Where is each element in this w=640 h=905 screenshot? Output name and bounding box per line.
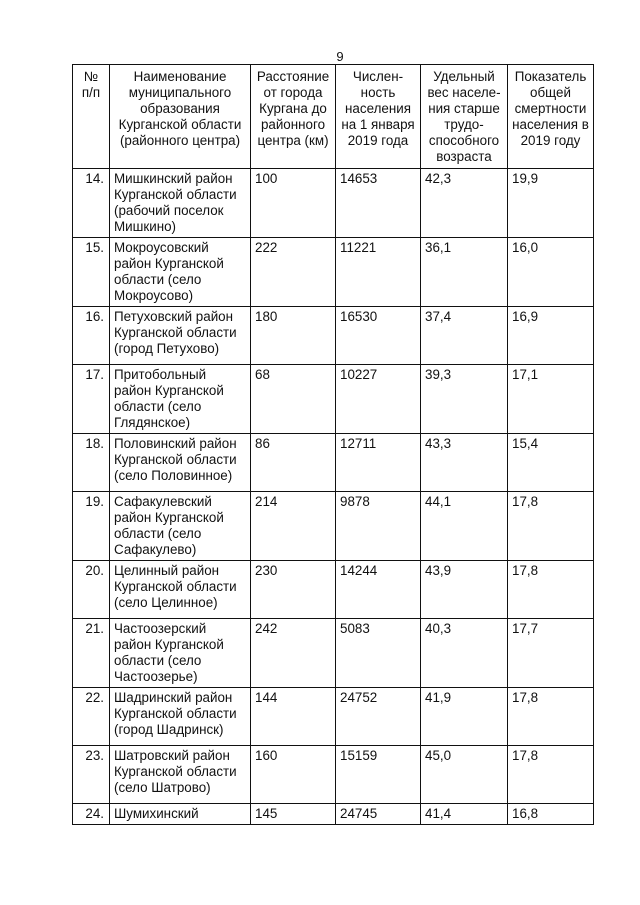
population-value: 24752	[336, 688, 421, 746]
mortality-value: 17,1	[508, 365, 594, 434]
elderly-share-value: 43,3	[421, 434, 508, 492]
table-row	[73, 746, 594, 804]
mortality-value: 15,4	[508, 434, 594, 492]
elderly-share-value: 41,4	[421, 804, 508, 825]
table-row	[73, 619, 594, 688]
mortality-value: 19,9	[508, 169, 594, 238]
row-number: 17.	[73, 365, 110, 434]
municipality-name: Шадринский район Курганской области (город Шадринск)	[110, 688, 251, 746]
elderly-share-value: 40,3	[421, 619, 508, 688]
distance-value: 144	[251, 688, 336, 746]
municipality-name: Мишкинский район Курганской области (рабочий поселок Мишкино)	[110, 169, 251, 238]
column-header-number: № п/п	[73, 65, 110, 169]
population-value: 16530	[336, 307, 421, 365]
municipality-name: Частоозерский район Курганской области (село Частоозерье)	[110, 619, 251, 688]
row-number: 24.	[73, 804, 110, 825]
distance-value: 214	[251, 492, 336, 561]
population-value: 14244	[336, 561, 421, 619]
row-number: 23.	[73, 746, 110, 804]
row-number: 15.	[73, 238, 110, 307]
mortality-value: 17,8	[508, 492, 594, 561]
mortality-value: 16,0	[508, 238, 594, 307]
distance-value: 230	[251, 561, 336, 619]
distance-value: 222	[251, 238, 336, 307]
population-value: 12711	[336, 434, 421, 492]
mortality-value: 17,7	[508, 619, 594, 688]
municipality-name: Шумихинский	[110, 804, 251, 825]
table-row	[73, 561, 594, 619]
row-number: 14.	[73, 169, 110, 238]
table-row	[73, 688, 594, 746]
row-number: 18.	[73, 434, 110, 492]
municipality-name: Целинный район Курганской области (село Целинное)	[110, 561, 251, 619]
column-header-mortality: Показатель общей смертности населения в 2019 году	[508, 65, 594, 169]
row-number: 22.	[73, 688, 110, 746]
table-header-row	[73, 65, 594, 169]
mortality-value: 17,8	[508, 561, 594, 619]
distance-value: 180	[251, 307, 336, 365]
row-number: 19.	[73, 492, 110, 561]
municipality-name: Сафакулевский район Курганской области (село Сафакулево)	[110, 492, 251, 561]
distance-value: 86	[251, 434, 336, 492]
municipality-name: Петуховский район Курганской области (город Петухово)	[110, 307, 251, 365]
row-number: 21.	[73, 619, 110, 688]
distance-value: 242	[251, 619, 336, 688]
elderly-share-value: 39,3	[421, 365, 508, 434]
mortality-value: 16,9	[508, 307, 594, 365]
column-header-name: Наименование муниципального образования Курганской области (районного центра)	[110, 65, 251, 169]
distance-value: 160	[251, 746, 336, 804]
table-row	[73, 365, 594, 434]
population-value: 11221	[336, 238, 421, 307]
municipality-name: Шатровский район Курганской области (село Шатрово)	[110, 746, 251, 804]
table-row	[73, 169, 594, 238]
mortality-value: 16,8	[508, 804, 594, 825]
elderly-share-value: 37,4	[421, 307, 508, 365]
page-number: 9	[336, 49, 344, 64]
population-value: 15159	[336, 746, 421, 804]
data-table	[72, 64, 594, 825]
municipality-name: Половинский район Курганской области (село Половинное)	[110, 434, 251, 492]
table-body	[73, 169, 594, 825]
population-value: 10227	[336, 365, 421, 434]
elderly-share-value: 44,1	[421, 492, 508, 561]
elderly-share-value: 36,1	[421, 238, 508, 307]
municipality-name: Притобольный район Курганской области (село Глядянское)	[110, 365, 251, 434]
population-value: 14653	[336, 169, 421, 238]
elderly-share-value: 41,9	[421, 688, 508, 746]
elderly-share-value: 43,9	[421, 561, 508, 619]
elderly-share-value: 45,0	[421, 746, 508, 804]
municipality-name: Мокроусовский район Курганской области (село Мокроусово)	[110, 238, 251, 307]
distance-value: 68	[251, 365, 336, 434]
row-number: 16.	[73, 307, 110, 365]
column-header-elderly-share: Удельный вес населе- ния старше трудо- способного возраста	[421, 65, 508, 169]
table-row	[73, 307, 594, 365]
table-row	[73, 492, 594, 561]
mortality-value: 17,8	[508, 746, 594, 804]
distance-value: 145	[251, 804, 336, 825]
population-value: 24745	[336, 804, 421, 825]
table-row	[73, 238, 594, 307]
elderly-share-value: 42,3	[421, 169, 508, 238]
distance-value: 100	[251, 169, 336, 238]
table-row	[73, 434, 594, 492]
population-value: 9878	[336, 492, 421, 561]
row-number: 20.	[73, 561, 110, 619]
column-header-distance: Расстояние от города Кургана до районного центра (км)	[251, 65, 336, 169]
table-row	[73, 804, 594, 825]
column-header-population: Числен- ность населения на 1 января 2019 года	[336, 65, 421, 169]
population-value: 5083	[336, 619, 421, 688]
mortality-value: 17,8	[508, 688, 594, 746]
